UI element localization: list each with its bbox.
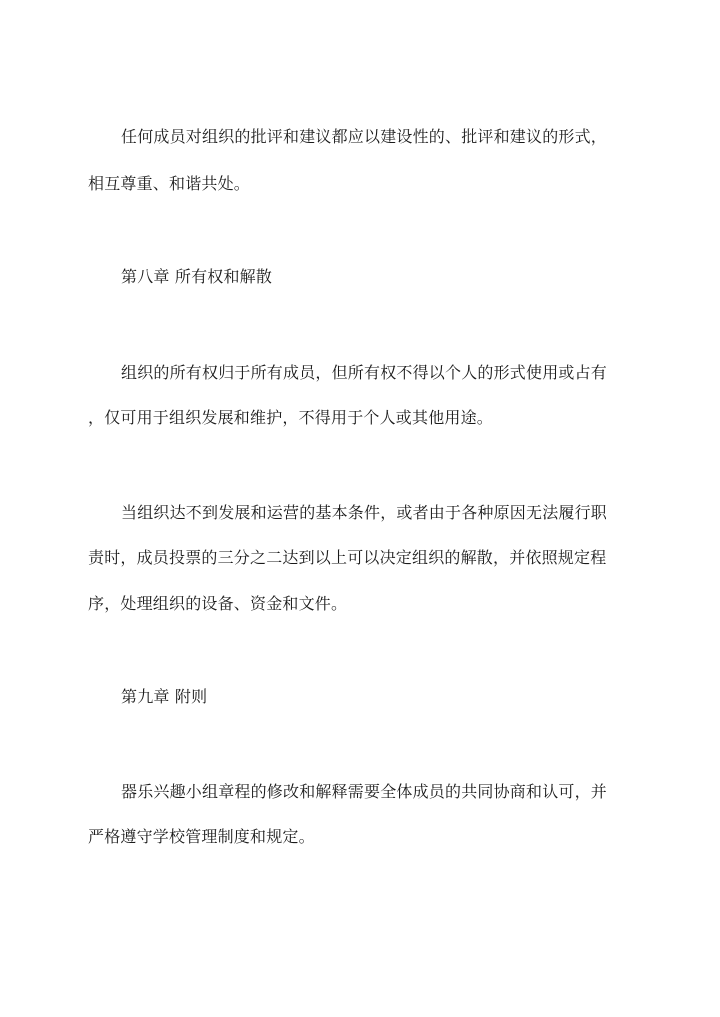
- paragraph-4-line-1: 器乐兴趣小组章程的修改和解释需要全体成员的共同协商和认可，并: [121, 782, 608, 801]
- paragraph-3-line-3: 序，处理组织的设备、资金和文件。: [88, 594, 348, 613]
- paragraph-2-line-1: 组织的所有权归于所有成员，但所有权不得以个人的形式使用或占有: [121, 363, 608, 382]
- paragraph-1-line-1: 任何成员对组织的批评和建议都应以建设性的、批评和建议的形式，: [121, 127, 608, 146]
- paragraph-3-line-2: 责时，成员投票的三分之二达到以上可以决定组织的解散，并依照规定程: [88, 548, 607, 567]
- paragraph-2-line-2: ，仅可用于组织发展和维护，不得用于个人或其他用途。: [88, 408, 494, 427]
- paragraph-4-line-2: 严格遵守学校管理制度和规定。: [88, 827, 315, 846]
- paragraph-3-line-1: 当组织达不到发展和运营的基本条件，或者由于各种原因无法履行职: [121, 503, 608, 522]
- paragraph-1-line-2: 相互尊重、和谐共处。: [88, 174, 251, 193]
- chapter-9-heading: 第九章 附则: [121, 687, 208, 706]
- chapter-8-heading: 第八章 所有权和解散: [121, 267, 273, 286]
